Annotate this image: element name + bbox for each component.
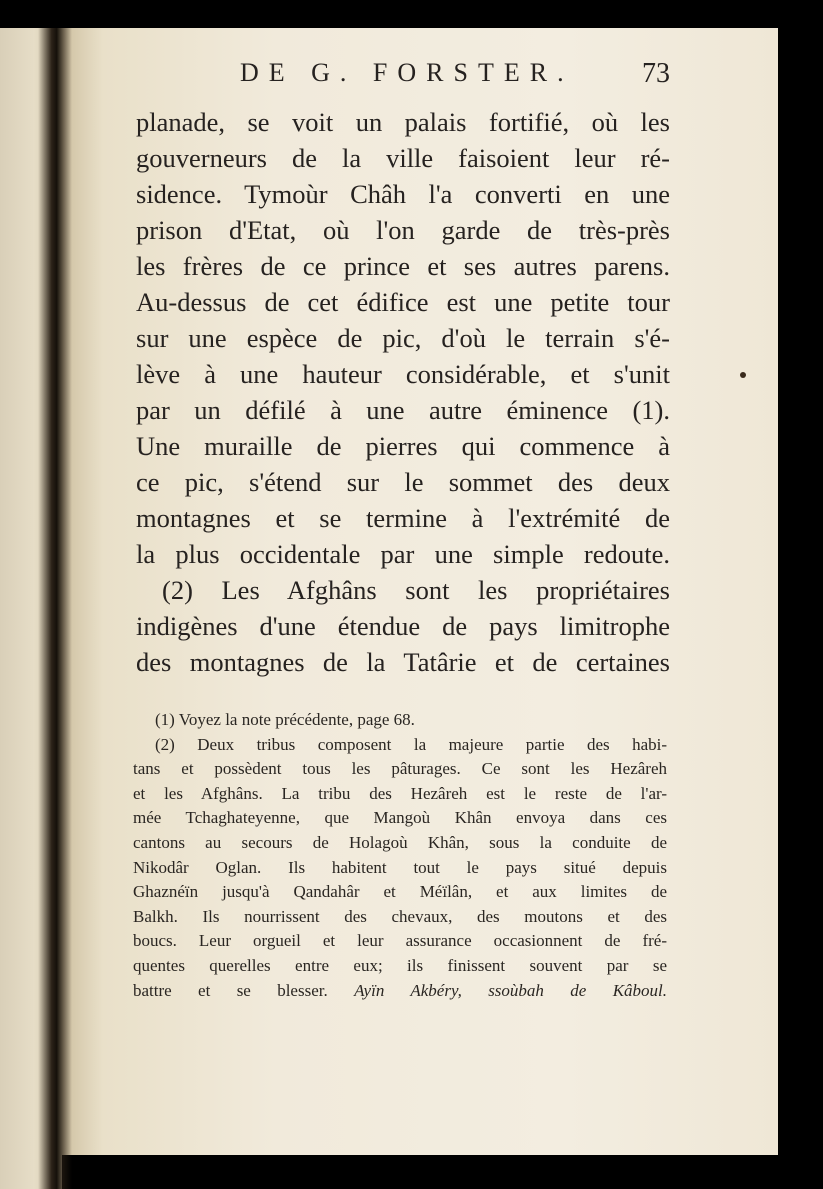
footnote-line: quentes querelles entre eux; ils finissent souvent par se xyxy=(133,955,667,975)
footnote-line: Nikodâr Oglan. Ils habitent tout le pays situé depuis xyxy=(133,857,667,877)
footnotes xyxy=(133,708,667,1003)
text-line: montagnes et se termine à l'extrémité de xyxy=(136,503,670,533)
text-line: sur une espèce de pic, d'où le terrain s'é- xyxy=(136,323,670,353)
footnote-line: boucs. Leur orgueil et leur assurance occasionnent de fré- xyxy=(133,931,667,951)
main-text xyxy=(136,104,670,680)
footnote-line: Balkh. Ils nourrissent des chevaux, des moutons et des xyxy=(133,906,667,926)
footnote-citation: Ayïn Akbéry, ssoùbah de Kâboul. xyxy=(354,980,667,1000)
running-title: DE G. FORSTER. xyxy=(240,58,574,87)
footnote-line: mée Tchaghateyenne, que Mangoù Khân envoya dans ces xyxy=(133,808,667,828)
paper-speck xyxy=(740,372,746,378)
text-line: Une muraille de pierres qui commence à xyxy=(136,431,670,461)
footnote-line: et les Afghâns. La tribu des Hezâreh est le reste de l'ar- xyxy=(133,783,667,803)
footnote-text: battre et se blesser. xyxy=(133,980,328,1000)
text-line: (2) Les Afghâns sont les propriétaires xyxy=(162,575,670,605)
footnote-line: cantons au secours de Holagoù Khân, sous la conduite de xyxy=(133,832,667,852)
text-line: les frères de ce prince et ses autres parens. xyxy=(136,251,670,281)
page-number: 73 xyxy=(642,58,670,89)
book-gutter xyxy=(38,28,72,1189)
footnote-line: tans et possèdent tous les pâturages. Ce sont les Hezâreh xyxy=(133,759,667,779)
page-header xyxy=(240,56,670,96)
text-line: des montagnes de la Tatârie et de certaines xyxy=(136,647,670,677)
text-line: ce pic, s'étend sur le sommet des deux xyxy=(136,467,670,497)
text-line: Au-dessus de cet édifice est une petite tour xyxy=(136,287,670,317)
text-line: planade, se voit un palais fortifié, où les xyxy=(136,107,670,137)
text-line: par un défilé à une autre éminence (1). xyxy=(136,395,670,425)
text-line: la plus occidentale par une simple redoute. xyxy=(136,539,670,569)
text-line: indigènes d'une étendue de pays limitrophe xyxy=(136,611,670,641)
footnote-line xyxy=(133,979,667,1004)
footnote-line: (1) Voyez la note précédente, page 68. xyxy=(155,710,415,729)
text-line: sidence. Tymoùr Châh l'a converti en une xyxy=(136,179,670,209)
text-line: prison d'Etat, où l'on garde de très-près xyxy=(136,215,670,245)
footnote-line: Ghaznéïn jusqu'à Qandahâr et Méïlân, et aux limites de xyxy=(133,882,667,902)
text-line: gouverneurs de la ville faisoient leur ré- xyxy=(136,143,670,173)
text-line: lève à une hauteur considérable, et s'unit xyxy=(136,359,670,389)
footnote-line: (2) Deux tribus composent la majeure partie des habi- xyxy=(155,734,667,754)
